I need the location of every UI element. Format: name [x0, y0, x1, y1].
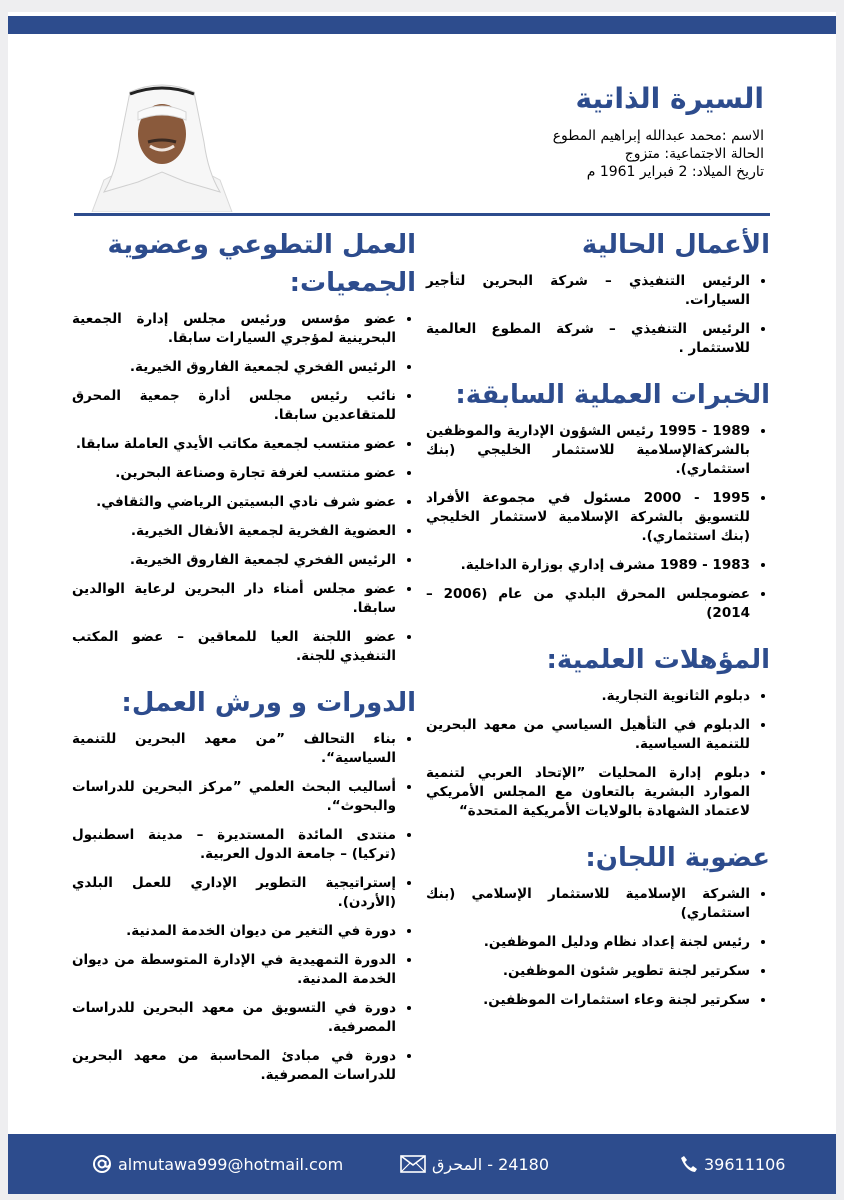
cv-page	[8, 12, 836, 1194]
list-item: • دورة في التسويق من معهد البحرين للدراسات المصرفية.	[72, 999, 396, 1037]
marital-status-line: الحالة الاجتماعية: متزوج	[624, 146, 764, 162]
committees-section	[426, 839, 770, 1010]
current-jobs-section	[426, 226, 770, 358]
email-text: almutawa999@hotmail.com	[118, 1154, 344, 1174]
list-item: • عضومجلس المحرق البلدي من عام (2006 – 2014)	[426, 585, 750, 623]
right-column	[426, 226, 770, 1028]
phone-contact[interactable]	[680, 1134, 785, 1194]
list-item: • عضو منتسب لجمعية مكاتب الأيدي العاملة سابقا.	[72, 435, 396, 454]
experience-heading: الخبرات العملية السابقة:	[455, 380, 770, 410]
list-item: • دورة في التغير من ديوان الخدمة المدنية.	[72, 922, 396, 941]
address-contact	[400, 1134, 549, 1194]
list-item: • الرئيس التنفيذي – شركة البحرين لتأجير السيارات.	[426, 272, 750, 310]
courses-heading: الدورات و ورش العمل:	[121, 688, 416, 718]
list-item: • الرئيس الفخري لجمعية الفاروق الخيرية.	[72, 358, 396, 377]
courses-section	[72, 684, 416, 1085]
envelope-icon	[400, 1155, 426, 1173]
list-item: • بناء التحالف ”من معهد البحرين للتنمية السياسية“.	[72, 730, 396, 768]
header-divider	[74, 213, 770, 216]
list-item: • سكرتير لجنة تطوير شئون الموظفين.	[426, 962, 750, 981]
list-item: • نائب رئيس مجلس أدارة جمعية المحرق للمتقاعدين سابقا.	[72, 387, 396, 425]
list-item: • سكرتير لجنة وعاء استثمارات الموظفين.	[426, 991, 750, 1010]
current-jobs-heading: الأعمال الحالية	[581, 230, 770, 260]
phone-icon	[680, 1155, 698, 1173]
list-item: • 1995 - 2000 مسئول في مجموعة الأفراد للتسويق بالشركة الإسلامية لاستثمار الخليجي (بنك استثماري).	[426, 489, 750, 546]
volunteer-heading: العمل التطوعي وعضوية الجمعيات:	[107, 230, 416, 298]
list-item: • عضو اللجنة العيا للمعاقين – عضو المكتب التنفيذي للجنة.	[72, 628, 396, 666]
list-item: • 1983 - 1989 مشرف إداري بوزارة الداخلية.	[426, 556, 750, 575]
birth-date-line: تاريخ الميلاد: 2 فبراير 1961 م	[586, 164, 764, 180]
list-item: • أساليب البحث العلمي ”مركز البحرين للدراسات والبحوث“.	[72, 778, 396, 816]
volunteer-section	[72, 226, 416, 666]
phone-text: 39611106	[704, 1154, 786, 1174]
page-title: السيرة الذاتية	[575, 82, 764, 115]
address-text: 24180 - المحرق	[432, 1154, 549, 1174]
list-item: • عضو مجلس أمناء دار البحرين لرعاية الوالدين سابقا.	[72, 580, 396, 618]
cv-header	[344, 82, 764, 181]
email-contact[interactable]	[92, 1134, 343, 1194]
list-item: • دبلوم الثانوية التجارية.	[426, 687, 750, 706]
at-sign-icon	[92, 1154, 112, 1174]
list-item: • عضو شرف نادي البسيتين الرياضي والثقافي.	[72, 493, 396, 512]
top-banner	[8, 16, 836, 34]
list-item: • دبلوم إدارة المحليات ”الإتحاد العربي لتنمية الموارد البشرية بالتعاون مع المجلس الأمريكي لاعتماد الشهادة بالولايات الأمريكية المتحدة“	[426, 764, 750, 821]
list-item: • الرئيس التنفيذي – شركة المطوع العالمية للاستثمار .	[426, 320, 750, 358]
contact-footer	[8, 1134, 836, 1194]
list-item: • عضو منتسب لغرفة تجارة وصناعة البحرين.	[72, 464, 396, 483]
list-item: • العضوية الفخرية لجمعية الأنفال الخيرية.	[72, 522, 396, 541]
list-item: • رئيس لجنة إعداد نظام ودليل الموظفين.	[426, 933, 750, 952]
qualifications-heading: المؤهلات العلمية:	[546, 645, 770, 675]
list-item: • عضو مؤسس ورئيس مجلس إدارة الجمعية البحرينية لمؤجري السيارات سابقا.	[72, 310, 396, 348]
name-line: الاسم :محمد عبدالله إبراهيم المطوع	[552, 128, 764, 144]
list-item: • 1989 - 1995 رئيس الشؤون الإدارية والموظفين بالشركةالإسلامية للاستثمار الخليجي (بنك استثماري).	[426, 422, 750, 479]
list-item: • دورة في مبادئ المحاسبة من معهد البحرين للدراسات المصرفية.	[72, 1047, 396, 1085]
list-item: • الشركة الإسلامية للاستثمار الإسلامي (بنك استثماري)	[426, 885, 750, 923]
list-item: • إستراتيجية التطوير الإداري للعمل البلدي (الأردن).	[72, 874, 396, 912]
list-item: • الدبلوم في التأهيل السياسي من معهد البحرين للتنمية السياسية.	[426, 716, 750, 754]
profile-photo	[82, 72, 242, 212]
experience-section	[426, 376, 770, 623]
list-item: • الرئيس الفخري لجمعية الفاروق الخيرية.	[72, 551, 396, 570]
qualifications-section	[426, 641, 770, 821]
list-item: • منتدى المائدة المستديرة – مدينة اسطنبول (تركيا) – جامعة الدول العربية.	[72, 826, 396, 864]
left-column	[72, 226, 416, 1103]
list-item: • الدورة التمهيدية في الإدارة المتوسطة من ديوان الخدمة المدنية.	[72, 951, 396, 989]
committees-heading: عضوية اللجان:	[585, 843, 770, 873]
